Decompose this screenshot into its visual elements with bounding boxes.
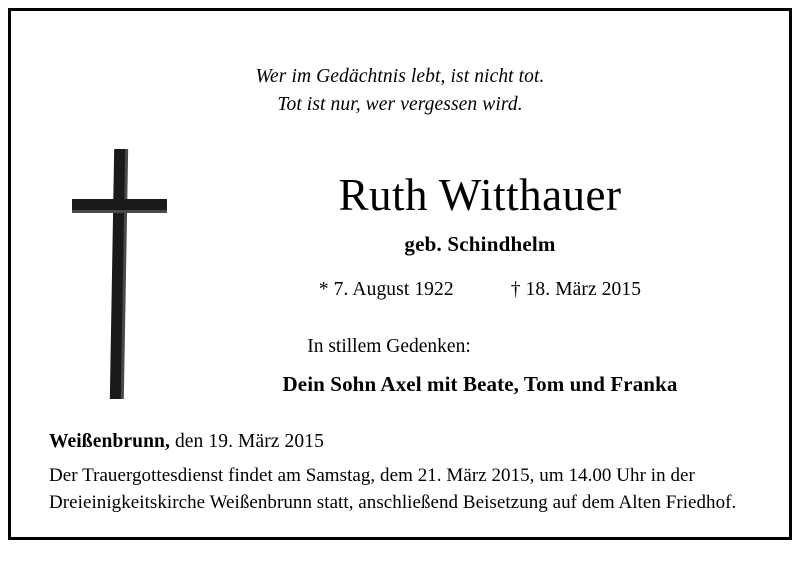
remembrance-intro: In stillem Gedenken:: [307, 336, 471, 357]
obituary-notice-frame: [8, 8, 792, 540]
life-dates: [201, 279, 759, 301]
birth-date: * 7. August 1922: [318, 278, 454, 300]
memorial-verse: [11, 63, 789, 120]
funeral-service-line-2: Dreieinigkeitskirche Weißenbrunn statt, anschließend Beisetzung auf dem Alten Friedhof.: [49, 491, 737, 513]
funeral-service-line-1: Der Trauergottesdienst findet am Samstag, dem 21. März 2015, um 14.00 Uhr in der: [49, 465, 695, 486]
place-and-date-line: [49, 431, 751, 453]
maiden-name: geb. Schindhelm: [404, 231, 556, 256]
service-details-block: [49, 431, 751, 517]
deceased-name: Ruth Witthauer: [338, 170, 622, 220]
cross-vertical-bar: [110, 149, 127, 399]
remembrance-block: [201, 336, 759, 397]
remembrance-family: Dein Sohn Axel mit Beate, Tom und Franka: [282, 372, 678, 396]
notice-date: den 19. März 2015: [174, 431, 324, 452]
cross-horizontal-bar: [72, 199, 167, 212]
obituary-notice-body: [11, 11, 789, 537]
verse-line-2: Tot ist nur, wer vergessen wird.: [277, 94, 523, 116]
funeral-service-text: [49, 463, 751, 517]
verse-line-1: Wer im Gedächtnis lebt, ist nicht tot.: [255, 66, 545, 87]
deceased-name-block: [201, 171, 759, 301]
death-date: † 18. März 2015: [510, 278, 642, 300]
place-name: Weißenbrunn,: [49, 431, 170, 452]
christian-cross-icon: [66, 141, 186, 401]
